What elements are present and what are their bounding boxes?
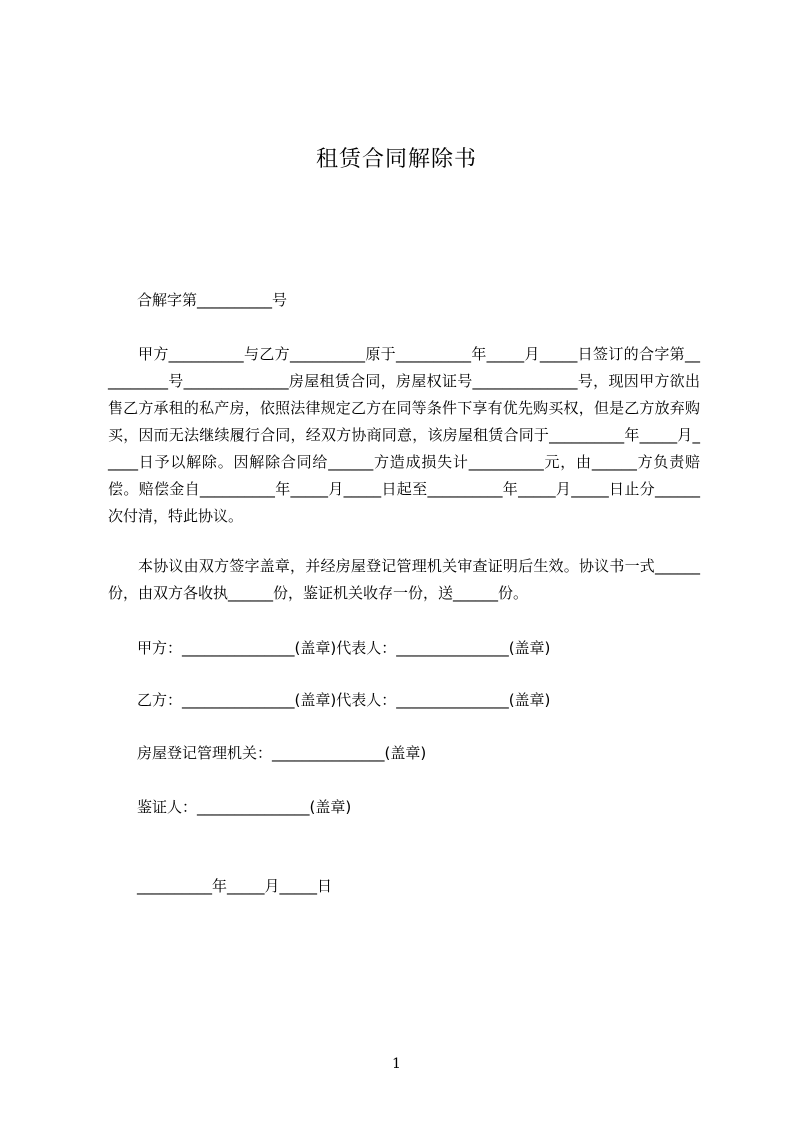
reference-number-line: 合解字第__________号 <box>137 291 288 309</box>
signing-date-line: __________年_____月_____日 <box>137 877 333 895</box>
page-number: 1 <box>392 1056 401 1072</box>
termination-terms-paragraph: 甲方__________与乙方__________原于__________年_____月_____日签订的合字第__________号______________房屋租赁合同，房屋权证号______________号，现因甲方欲出售乙方承租的私产房，依照法律规定乙方在同等条件下享有优先购买权，但是乙方放弃购买，因而无法继续履行合同，经双方协商同意，该房屋租赁合同于__________年_____月_____日予以解除。因解除合同给______方造成损失计__________元，由______方负责赔偿。赔偿金自__________年_____月_____日起至__________年_____月_____日止分______次付清，特此协议。 <box>108 345 700 525</box>
registry-signature-line: 房屋登记管理机关：_______________(盖章) <box>137 744 427 762</box>
document-title: 租赁合同解除书 <box>315 147 477 172</box>
party-b-signature-line: 乙方：_______________(盖章)代表人：_______________(盖章) <box>137 691 551 709</box>
witness-signature-line: 鉴证人：_______________(盖章) <box>137 798 352 816</box>
effectiveness-paragraph: 本协议由双方签字盖章，并经房屋登记管理机关审查证明后生效。协议书一式______份，由双方各收执______份，鉴证机关收存一份，送______份。 <box>108 557 700 602</box>
party-a-signature-line: 甲方：_______________(盖章)代表人：_______________(盖章) <box>137 639 551 657</box>
